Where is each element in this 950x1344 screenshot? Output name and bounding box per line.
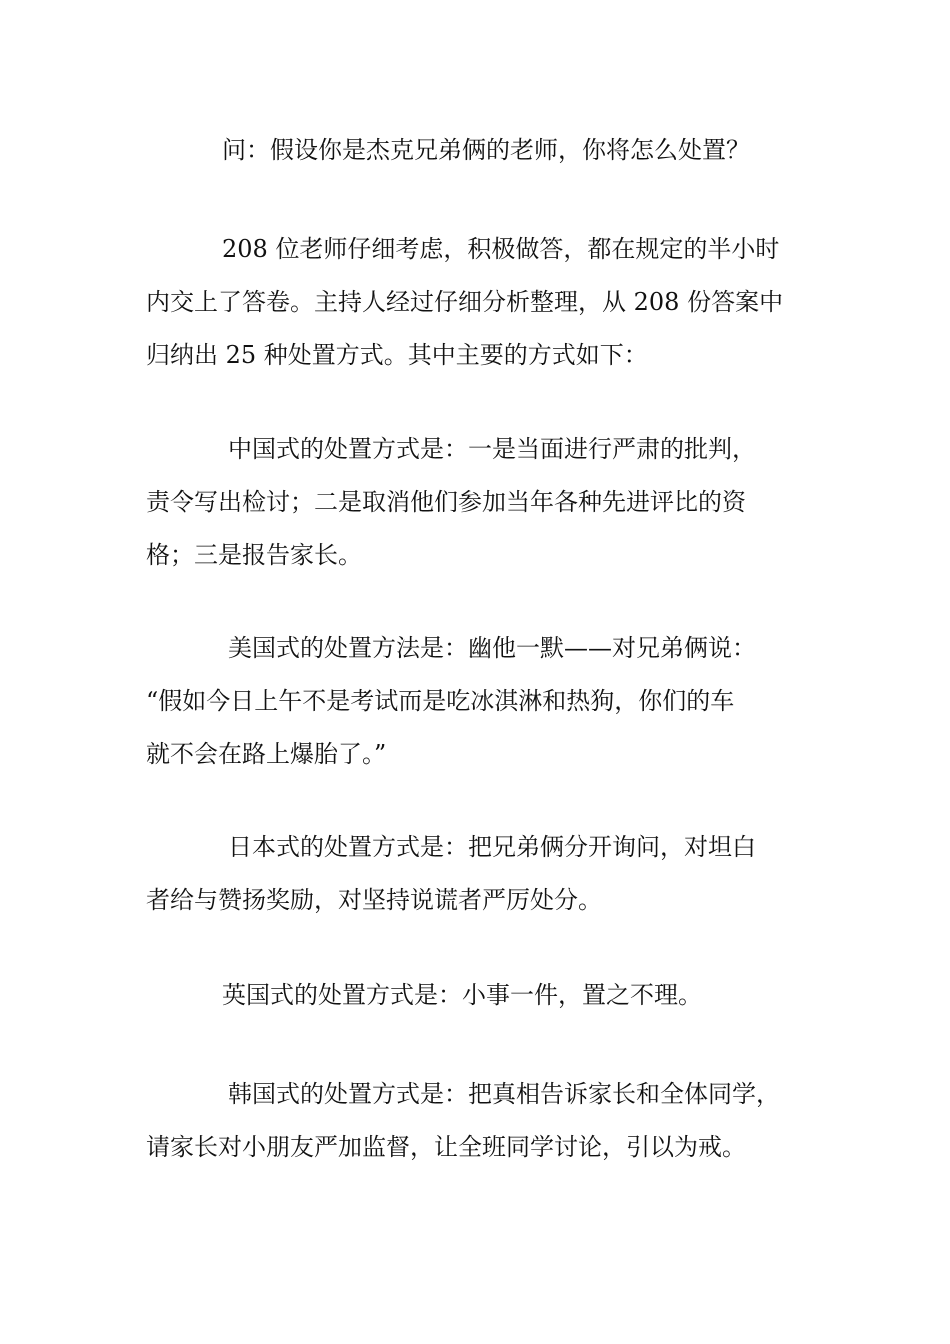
text-line: 美国式的处置方法是：幽他一默——对兄弟俩说： [228, 634, 756, 662]
text-line: 问：假设你是杰克兄弟俩的老师，你将怎么处置？ [222, 136, 750, 164]
text-line: 内交上了答卷。主持人经过仔细分析整理，从 208 份答案中 [146, 288, 784, 316]
text-line: 208 位老师仔细考虑，积极做答，都在规定的半小时 [222, 235, 780, 263]
text-line: 格；三是报告家长。 [146, 541, 362, 569]
intro-paragraph [146, 223, 816, 382]
text-line: 归纳出 25 种处置方式。其中主要的方式如下： [146, 341, 648, 369]
text-line: 者给与赞扬奖励，对坚持说谎者严厉处分。 [146, 886, 602, 914]
text-line: “假如今日上午不是考试而是吃冰淇淋和热狗，你们的车 [146, 687, 735, 715]
question-paragraph [146, 124, 816, 177]
text-line: 责令写出检讨；二是取消他们参加当年各种先进评比的资 [146, 488, 746, 516]
text-line: 就不会在路上爆胎了。” [146, 740, 387, 768]
text-line: 请家长对小朋友严加监督，让全班同学讨论，引以为戒。 [146, 1133, 746, 1161]
japan-paragraph [146, 821, 816, 927]
usa-paragraph [146, 622, 816, 781]
text-line: 日本式的处置方式是：把兄弟俩分开询问，对坦白 [228, 833, 756, 861]
text-line: 中国式的处置方式是：一是当面进行严肃的批判， [228, 435, 756, 463]
china-paragraph [146, 423, 816, 582]
korea-paragraph [146, 1068, 816, 1174]
text-line: 英国式的处置方式是：小事一件，置之不理。 [222, 981, 702, 1009]
text-line: 韩国式的处置方式是：把真相告诉家长和全体同学， [228, 1080, 780, 1108]
uk-paragraph [146, 969, 816, 1022]
